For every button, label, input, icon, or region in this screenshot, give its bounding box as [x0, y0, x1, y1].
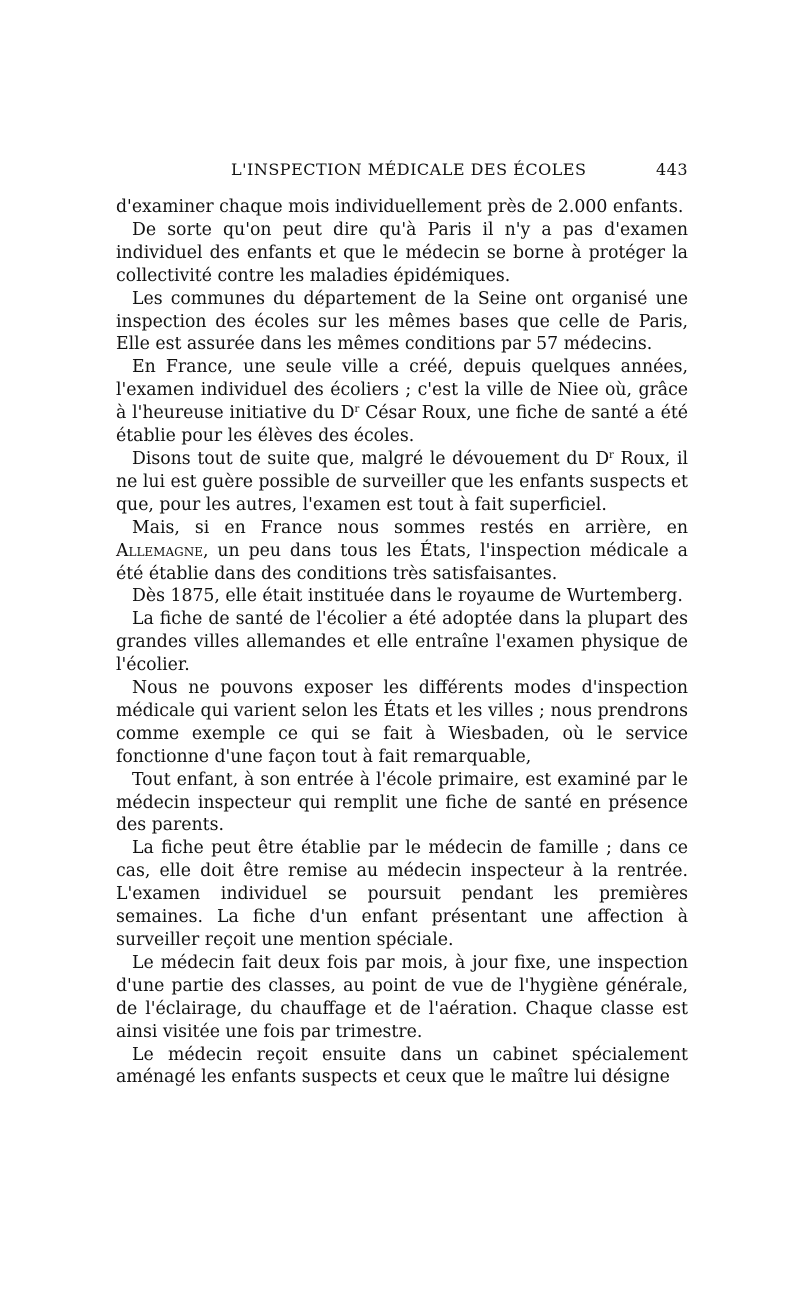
running-head	[116, 160, 688, 186]
country-name: Allemagne	[116, 540, 203, 561]
paragraph-text: En France, une seule ville a créé, depuis quelques années, l'examen individuel des écoliers ; c'est la ville de Niee où, grâce à l'heureuse initiative du D	[116, 357, 688, 424]
running-title: L'INSPECTION MÉDICALE DES ÉCOLES	[231, 160, 587, 179]
paragraph-medecin-famille: La fiche peut être établie par le médecin de famille ; dans ce cas, elle doit être remise au médecin inspecteur à la rentrée. L'examen individuel se poursuit pendant les premières semaines. La fiche d'un enfant présentant une affection à surveiller reçoit une mention spéciale.	[116, 838, 688, 950]
page-number: 443	[655, 160, 688, 179]
paragraph-text: Mais, si en France nous sommes restés en arrière, en	[132, 517, 688, 538]
paragraph-fiche-sante: La fiche de santé de l'écolier a été adoptée dans la plupart des grandes villes allemandes et elle entraîne l'examen physique de l'écolier.	[116, 609, 688, 676]
paragraph-text: , un peu dans tous les États, l'inspection médicale a été établie dans des conditions très satisfaisantes.	[116, 540, 688, 584]
paragraph-text: Roux, il ne lui est guère possible de surveiller que les enfants suspects et que, pour les autres, l'examen est tout à fait superficiel.	[116, 448, 688, 515]
body-text	[116, 196, 688, 1089]
paragraph-inspection-classes: Le médecin fait deux fois par mois, à jour fixe, une inspection d'une partie des classes, au point de vue de l'hygiène générale, de l'éclairage, du chauffage et de l'aération. Chaque classe est ainsi visitée une fois par trimestre.	[116, 952, 688, 1042]
paragraph-allemagne	[116, 517, 688, 586]
paragraph-nice	[116, 356, 688, 448]
doctor-abbreviation: r	[609, 449, 614, 461]
paragraph-roux	[116, 448, 688, 517]
paragraph-text: Disons tout de suite que, malgré le dévouement du D	[132, 448, 610, 469]
paragraph-cabinet: Le médecin reçoit ensuite dans un cabinet spécialement aménagé les enfants suspects et ceux que le maître lui désigne	[116, 1044, 688, 1088]
paragraph-wiesbaden: Nous ne pouvons exposer les différents modes d'inspection médicale qui varient selon les États et les villes ; nous prendrons comme exemple ce qui se fait à Wiesbaden, où le service fonctionne d'une façon tout à fait remarquable,	[116, 678, 688, 767]
paragraph-text: César Roux, une fiche de santé a été établie pour les élèves des écoles.	[116, 403, 688, 447]
paragraph-wurtemberg: Dès 1875, elle était instituée dans le royaume de Wurtemberg.	[132, 586, 683, 607]
paragraph-paris-examen: De sorte qu'on peut dire qu'à Paris il n'y a pas d'examen individuel des enfants et que le médecin se borne à protéger la collectivité contre les maladies épidémiques.	[116, 219, 688, 286]
paragraph-ecole-primaire: Tout enfant, à son entrée à l'école primaire, est examiné par le médecin inspecteur qui remplit une fiche de santé en présence des parents.	[116, 769, 688, 836]
paragraph-continued: d'examiner chaque mois individuellement près de 2.000 enfants.	[116, 197, 684, 217]
book-page	[116, 160, 688, 1089]
doctor-abbreviation: r	[354, 404, 360, 416]
paragraph-seine: Les communes du département de la Seine ont organisé une inspection des écoles sur les mêmes bases que celle de Paris, Elle est assurée dans les mêmes conditions par 57 médecins.	[116, 288, 688, 355]
